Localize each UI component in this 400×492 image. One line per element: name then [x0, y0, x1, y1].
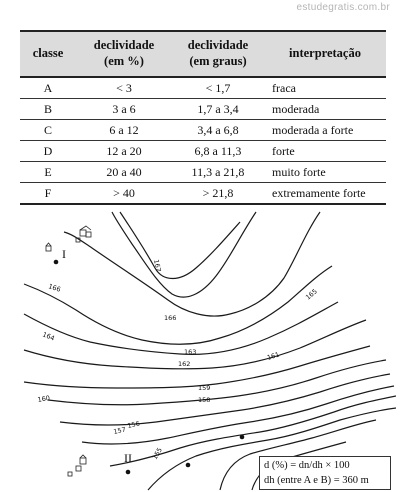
cell-deg: 3,4 a 6,8 — [172, 120, 264, 141]
contour-label: 158 — [198, 396, 211, 404]
contour-label: 157 — [112, 425, 127, 436]
table-row — [20, 162, 386, 183]
survey-point-marker — [54, 260, 59, 265]
cell-pct: 12 a 20 — [76, 141, 172, 162]
table-row — [20, 120, 386, 141]
cell-deg: < 1,7 — [172, 77, 264, 99]
formula-line-2: dh (entre A e B) = 360 m — [264, 475, 369, 486]
cell-pct: > 40 — [76, 183, 172, 205]
cell-classe: C — [20, 120, 76, 141]
cell-interp: muito forte — [264, 162, 386, 183]
contour-line — [48, 360, 386, 405]
cell-interp: forte — [264, 141, 386, 162]
survey-point-label: II — [124, 451, 132, 465]
watermark: estudegratis.com.br — [296, 2, 390, 13]
contour-label: 160 — [36, 393, 51, 404]
survey-point-marker — [240, 435, 245, 440]
cell-interp: fraca — [264, 77, 386, 99]
survey-point-marker — [126, 470, 131, 475]
cell-classe: B — [20, 99, 76, 120]
header-declividade-deg — [172, 31, 264, 77]
contour-label: 164 — [41, 330, 56, 343]
cell-pct: 6 a 12 — [76, 120, 172, 141]
cell-classe: D — [20, 141, 76, 162]
table-row — [20, 99, 386, 120]
cell-classe: A — [20, 77, 76, 99]
cell-classe: E — [20, 162, 76, 183]
contour-label: 166 — [47, 282, 62, 294]
cell-pct: < 3 — [76, 77, 172, 99]
header-deg-line1: declividade — [187, 38, 249, 53]
cell-interp: extremamente forte — [264, 183, 386, 205]
contour-label: 166 — [164, 314, 177, 322]
cell-pct: 3 a 6 — [76, 99, 172, 120]
contour-label: 161 — [266, 350, 281, 362]
cell-pct: 20 a 40 — [76, 162, 172, 183]
contour-line — [64, 212, 320, 316]
slope-classification-table — [20, 30, 386, 205]
formula-line-1: d (%) = dn/dh × 100 — [264, 460, 350, 471]
header-interpretacao: interpretação — [264, 31, 386, 77]
survey-point-marker — [186, 463, 191, 468]
contour-line — [24, 346, 370, 388]
contour-label: 163 — [184, 348, 197, 356]
header-declividade-pct — [76, 31, 172, 77]
house-symbol — [46, 243, 51, 251]
contour-label: 156 — [126, 419, 141, 430]
cell-deg: 11,3 a 21,8 — [172, 162, 264, 183]
building-symbol — [68, 455, 86, 476]
contour-label: 162 — [178, 360, 191, 368]
contour-line — [24, 302, 338, 354]
slope-formula-box — [259, 456, 391, 490]
cell-deg: > 21,8 — [172, 183, 264, 205]
survey-point-label: I — [62, 247, 66, 261]
contour-label: 165 — [304, 287, 319, 302]
table-row — [20, 77, 386, 99]
header-classe: classe — [20, 31, 76, 77]
contour-label: 155 — [150, 446, 164, 461]
contour-line — [112, 212, 256, 297]
header-pct-line1: declividade — [93, 38, 155, 53]
header-pct-line2: (em %) — [104, 54, 144, 68]
table-row — [20, 183, 386, 205]
cell-deg: 6,8 a 11,3 — [172, 141, 264, 162]
topographic-contour-map — [20, 210, 396, 492]
table-row — [20, 141, 386, 162]
contour-label: 167 — [152, 258, 163, 273]
cell-deg: 1,7 a 3,4 — [172, 99, 264, 120]
cell-interp: moderada — [264, 99, 386, 120]
contour-label: 159 — [198, 384, 211, 392]
cell-classe: F — [20, 183, 76, 205]
cell-interp: moderada a forte — [264, 120, 386, 141]
table-header-row — [20, 31, 386, 77]
header-deg-line2: (em graus) — [189, 54, 247, 68]
